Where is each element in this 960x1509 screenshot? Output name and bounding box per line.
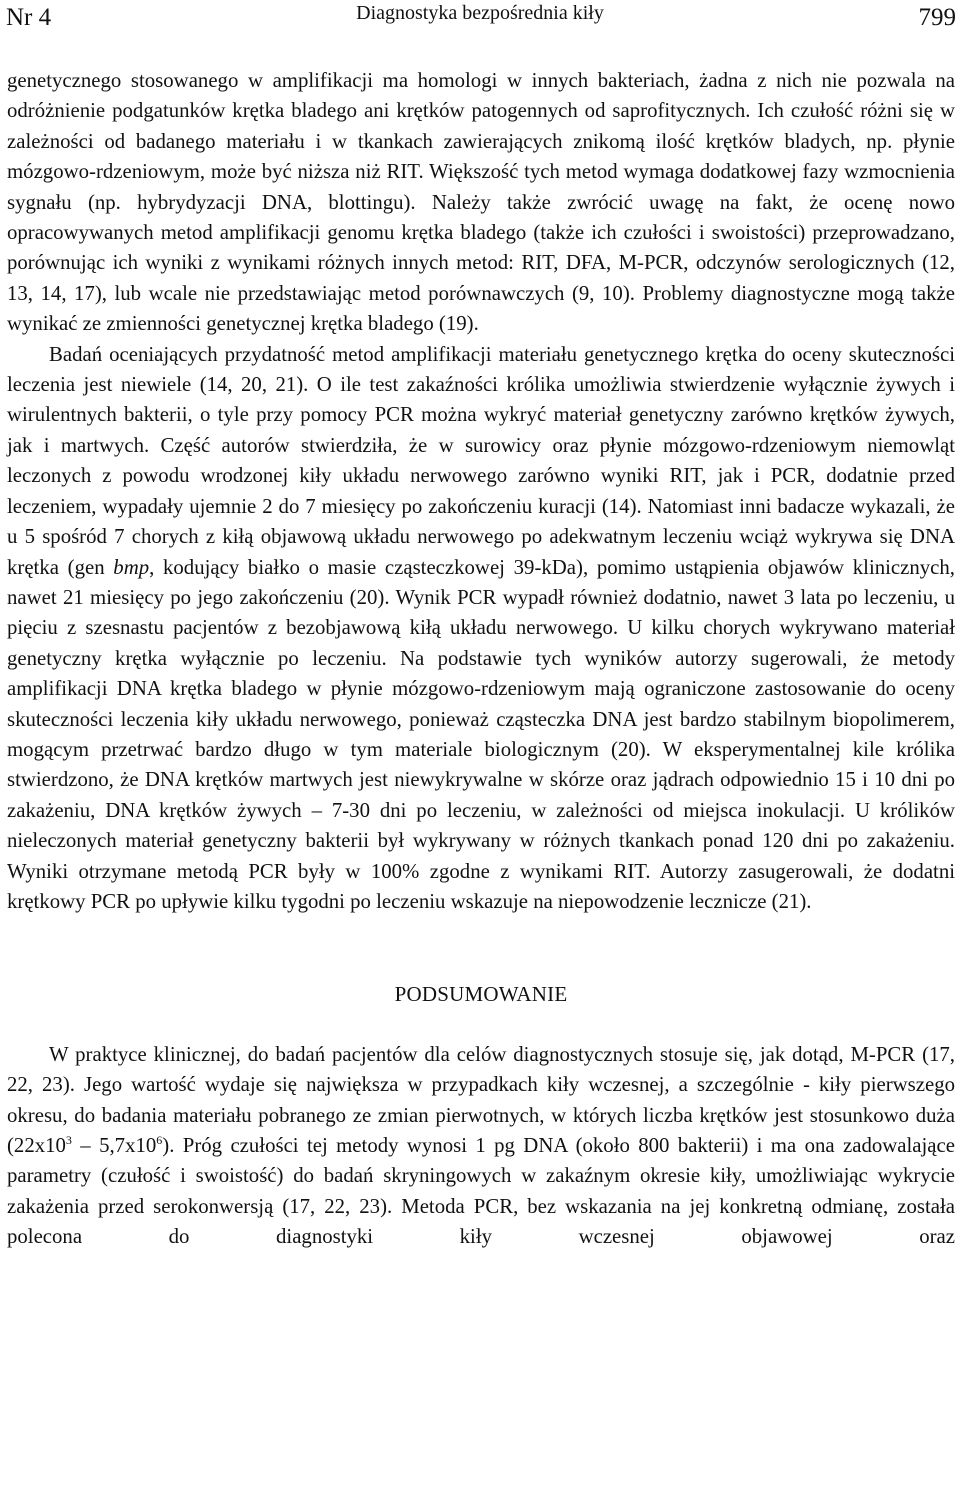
paragraph-treatment-evaluation bbox=[7, 340, 955, 918]
superscript: 3 bbox=[65, 1133, 72, 1148]
paragraph-text: – 5,7x10 bbox=[71, 1134, 157, 1157]
page-header bbox=[0, 0, 960, 40]
paragraph-text: W praktyce klinicznej, do badań pacjentów dla celów diagnostycznych stosuje się, jak dotąd, M-PCR (17, 22, 23). Jego wartość wydaje się największa w przypadkach kiły wczesnej, a szczególnie - kiły pierwszego okresu, do badania materiału pobranego ze zmian pierwotnych, w których liczba krętków jest stosunkowo duża (22x10 bbox=[7, 1042, 955, 1157]
paragraph-continued: genetycznego stosowanego w amplifikacji ma homologi w innych bakteriach, żadna z nich nie pozwala na odróżnienie podgatunków krętka bladego ani krętków patogennych od saprofitycznych. Ich czułość różni się w zależności od badanego materiału i w tkankach zawierających znikomą ilość krętków bladych, np. płynie mózgowo-rdzeniowym, może być niższa niż RIT. Większość tych metod wymaga dodatkowej fazy wzmocnienia sygnału (np. hybrydyzacji DNA, blottingu). Należy także zwrócić uwagę na fakt, że ocenę nowo opracowywanych metod amplifikacji genomu krętka bladego (także ich czułości i swoistości) przeprowadzano, porównując ich wyniki z wynikami różnych innych metod: RIT, DFA, M-PCR, odczynów serologicznych (12, 13, 14, 17), lub wcale nie przedstawiając metod porównawczych (9, 10). Problemy diagnostyczne mogą także wynikać ze zmienności genetycznej krętka bladego (19). bbox=[7, 69, 955, 336]
paragraph-text: Badań oceniających przydatność metod amplifikacji materiału genetycznego krętka do oceny skuteczności leczenia jest niewiele (14, 20, 21). O ile test zakaźności królika umożliwia stwierdzenie wyłącznie żywych i wirulentnych bakterii, o tyle przy pomocy PCR można wykryć materiał genetyczny zarówno krętków żywych, jak i martwych. Część autorów stwierdziła, że w surowicy oraz płynie mózgowo-rdzeniowym niemowląt leczonych z powodu wrodzonej kiły układu nerwowego zarówno wyniki RIT, jak i PCR, dodatnie przed leczeniem, wypadały ujemnie 2 do 7 miesięcy po zakończeniu kuracji (14). Natomiast inni badacze wykazali, że u 5 spośród 7 chorych z kiłą objawową układu nerwowego po adekwatnym leczeniu wciąż wykrywa się DNA krętka (gen bbox=[7, 342, 955, 579]
running-title: Diagnostyka bezpośrednia kiły bbox=[356, 2, 604, 24]
article-body bbox=[7, 66, 955, 1253]
issue-number: Nr 4 bbox=[6, 4, 52, 31]
paragraph-summary bbox=[7, 1040, 955, 1253]
paragraph-text: , kodujący białko o masie cząsteczkowej 39-kDa), pomimo ustąpienia objawów klinicznych, nawet 21 miesięcy po jego zakończeniu (20). Wynik PCR wypadł również dodatnio, nawet 3 lata po leczeniu, u pięciu z szesnastu pacjentów z bezobjawową kiłą układu nerwowego. U kilku chorych wykrywano materiał genetyczny krętka wyłącznie po leczeniu. Na podstawie tych wyników autorzy sugerowali, że metody amplifikacji DNA krętka bladego w płynie mózgowo-rdzeniowym mają ograniczone zastosowanie do oceny skuteczności leczenia kiły układu nerwowego, ponieważ cząsteczka DNA jest bardzo stabilnym biopolimerem, mogącym przetrwać bardzo długo w tym materiale biologicznym (20). W eksperymentalnej kile królika stwierdzono, że DNA krętków martwych jest niewykrywalne w skórze oraz jądrach odpowiednio 15 i 10 dni po zakażeniu, DNA krętków żywych – 7-30 dni po leczeniu, w zależności od miejsca inokulacji. U królików nieleczonych materiał genetyczny bakterii był wykrywany w różnych tkankach ponad 120 dni po zakażeniu. Wyniki otrzymane metodą PCR były w 100% zgodne z wynikami RIT. Autorzy zasugerowali, że dodatni krętkowy PCR po upływie kilku tygodni po leczeniu wskazuje na niepowodzenie lecznicze (21). bbox=[7, 555, 955, 913]
paragraph-text: ). Próg czułości tej metody wynosi 1 pg DNA (około 800 bakterii) i ma ona zadowalające parametry (czułość i swoistość) do badań skryningowych w zakaźnym okresie kiły, umożliwiając wykrycie zakażenia przed serokonwersją (17, 22, 23). Metoda PCR, bez wskazania na jej konkretną odmianę, została polecona do diagnostyki kiły wczesnej objawowej oraz bbox=[7, 1134, 955, 1249]
section-heading: PODSUMOWANIE bbox=[394, 982, 568, 1007]
page-number: 799 bbox=[918, 4, 956, 31]
superscript: 6 bbox=[156, 1133, 163, 1148]
gene-name: bmp bbox=[113, 555, 150, 579]
